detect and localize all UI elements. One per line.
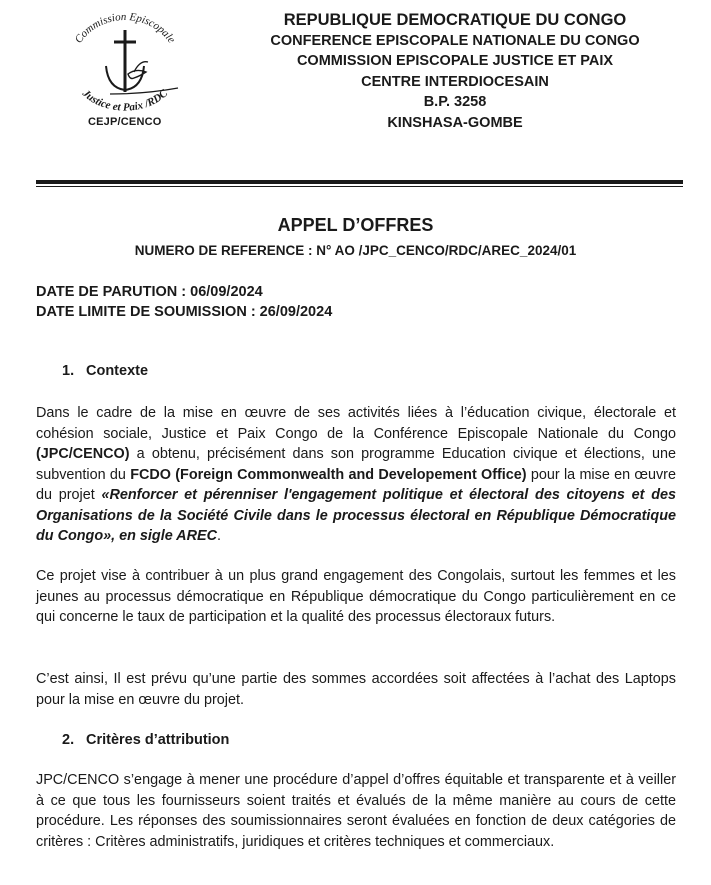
section-1-number: 1.	[62, 363, 75, 379]
section-2-title: Critères d’attribution	[86, 732, 230, 748]
reference-number: NUMERO DE REFERENCE : N° AO /JPC_CENCO/RDC/AREC_2024/01	[134, 243, 577, 258]
logo-caption: CEJP/CENCO	[88, 116, 162, 128]
header-line-2: CONFERENCE EPISCOPALE NATIONALE DU CONGO	[270, 32, 640, 49]
header-line-6: KINSHASA-GOMBE	[387, 114, 523, 131]
funder-name: FCDO (Foreign Commonwealth and Developement Office)	[130, 466, 527, 483]
criteria-paragraph: JPC/CENCO s’engage à mener une procédure d’appel d’offres équitable et transparente et à veiller à ce que tous les fournisseurs soient traités et évalués de la même manière au cours de cette procédure. Les réponses des soumissionnaires seront évaluées en fonction de deux catégories de critères : Critères administratifs, juridiques et critères techniques et commerciaux.	[36, 772, 676, 850]
logo-arc-top: Commission Episcopale	[72, 10, 178, 46]
header-line-5: B.P. 3258	[423, 94, 487, 110]
text-run: pour la mise en œuvre du projet	[36, 466, 676, 503]
context-paragraph-2: Ce projet vise à contribuer à un plus grand engagement des Congolais, surtout les femmes et les jeunes au processus démocratique en République démocratique du Congo particulièrement en ce qui concerne le taux de participation et la qualité des processus électoraux futurs.	[36, 568, 676, 625]
text-run: .	[216, 528, 221, 544]
section-2-heading	[62, 732, 229, 748]
section-1-title: Contexte	[86, 363, 149, 379]
dates-block	[36, 283, 332, 322]
header-line-1: REPUBLIQUE DEMOCRATIQUE DU CONGO	[283, 11, 627, 29]
project-title: «Renforcer et pérenniser l'engagement politique et électoral des citoyens et des Organisations de la Société Civile dans le processus électoral en République Démocratique du Congo», en sigle AREC	[36, 487, 676, 544]
header-line-4: CENTRE INTERDIOCESAIN	[361, 73, 549, 90]
date-parution: DATE DE PARUTION : 06/09/2024	[36, 284, 263, 300]
header-line-3: COMMISSION EPISCOPALE JUSTICE ET PAIX	[296, 53, 614, 69]
letterhead	[230, 10, 680, 133]
text-run: a obtenu, précisément dans son programme Education civique et élections, une subvention du	[36, 446, 676, 483]
text-run: Dans le cadre de la mise en œuvre de ses activités liées à l’éducation civique, électorale et cohésion sociale, Justice et Paix Congo de la Conférence Episcopale Nationale du Congo	[36, 405, 676, 442]
document-title: APPEL D’OFFRES	[277, 215, 434, 235]
section-1-heading	[62, 363, 148, 379]
org-acronym: (JPC/CENCO)	[36, 446, 130, 462]
section-2-number: 2.	[62, 732, 75, 748]
context-paragraph-1	[36, 403, 676, 547]
logo-emblem-icon	[50, 8, 200, 118]
context-paragraph-3: C’est ainsi, Il est prévu qu’une partie des sommes accordées soit affectées à l’achat des Laptops pour la mise en œuvre du projet.	[36, 671, 676, 708]
cejp-logo	[50, 8, 200, 118]
header-rule-thick	[36, 180, 683, 184]
header-rule-thin	[36, 186, 683, 187]
date-limite: DATE LIMITE DE SOUMISSION : 26/09/2024	[36, 303, 333, 320]
logo-arc-bottom: Justice et Paix /RDC	[79, 87, 171, 114]
